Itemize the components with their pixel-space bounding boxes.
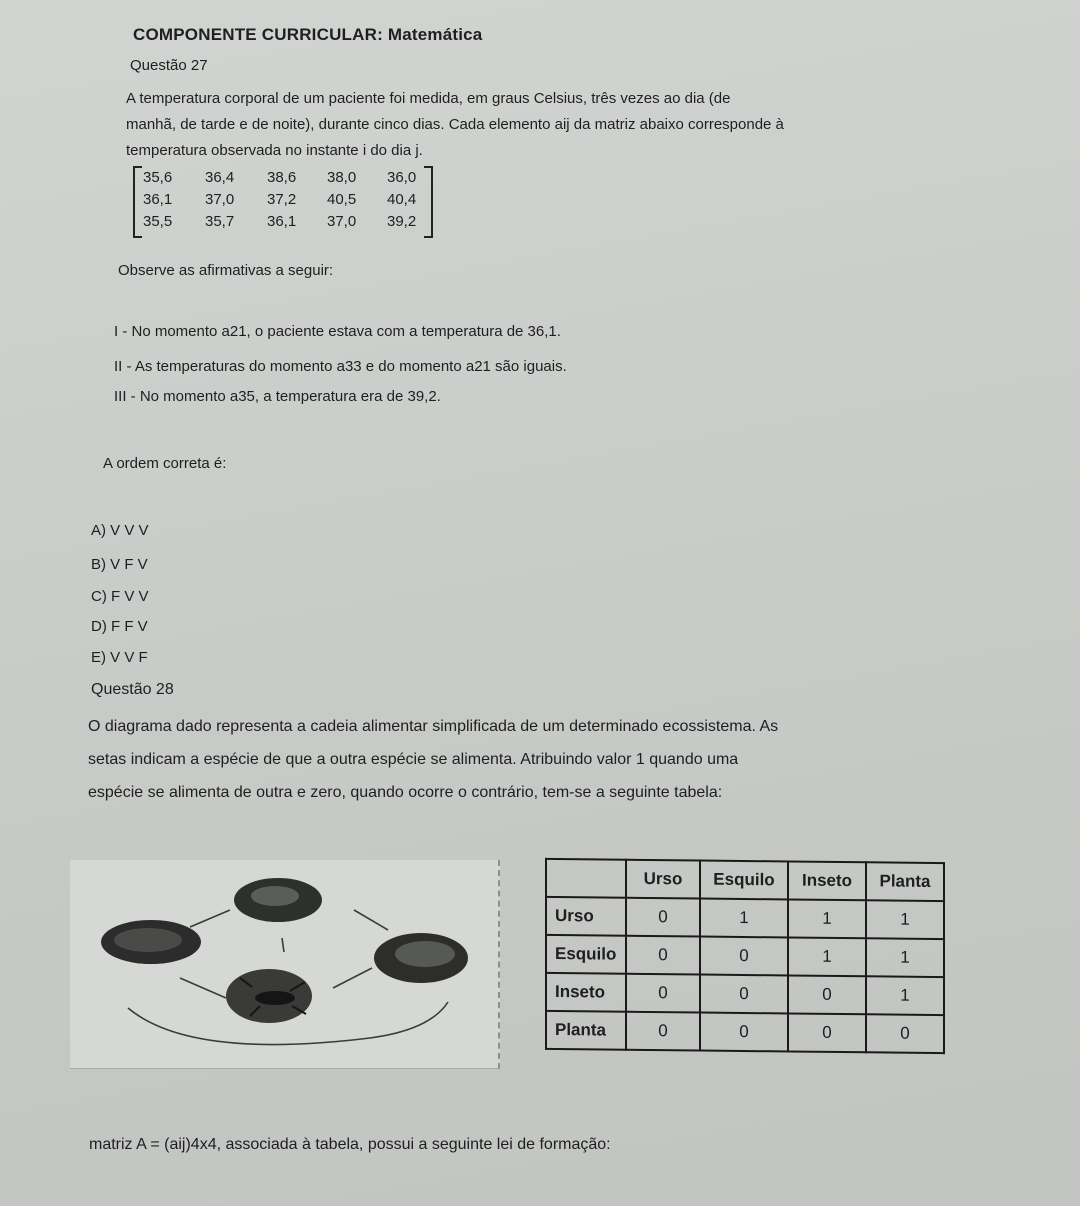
statement-line: setas indicam a espécie de que a outra espécie se alimenta. Atribuindo valor 1 quando uma [88, 751, 739, 768]
table-cell: 0 [788, 1013, 866, 1052]
table-cell: 1 [700, 899, 788, 938]
option-d: D) F F V [91, 618, 148, 635]
option-b: B) V F V [91, 556, 148, 573]
row-header: Inseto [546, 973, 626, 1012]
matrix-formation-prompt: matriz A = (aij)4x4, associada à tabela, possui a seguinte lei de formação: [89, 1136, 611, 1153]
correct-order-prompt: A ordem correta é: [103, 455, 227, 472]
matrix-cell: 35,6 [143, 169, 173, 186]
matrix-cell: 38,6 [267, 169, 297, 186]
option-a: A) V V V [91, 522, 149, 539]
food-chain-diagram [70, 860, 500, 1069]
table-cell: 0 [626, 936, 700, 975]
row-header: Urso [546, 897, 626, 936]
table-cell: 0 [626, 1012, 700, 1051]
matrix-cell: 37,0 [205, 191, 235, 208]
matrix-cell: 37,2 [267, 191, 297, 208]
matrix-cell: 35,5 [143, 213, 173, 230]
column-header: Urso [626, 860, 700, 899]
table-corner-cell [546, 859, 626, 898]
option-e: E) V V F [91, 649, 148, 666]
matrix-cell: 36,1 [143, 191, 173, 208]
temperature-matrix [133, 166, 433, 238]
matrix-cell: 40,5 [327, 191, 357, 208]
observe-instruction: Observe as afirmativas a seguir: [118, 262, 334, 279]
question-27-statement [126, 86, 906, 164]
table-cell: 1 [866, 938, 944, 977]
affirmative-3: III - No momento a35, a temperatura era de 39,2. [114, 388, 441, 405]
column-header: Inseto [788, 861, 866, 900]
row-header: Planta [546, 1011, 626, 1050]
matrix-cell: 36,4 [205, 169, 235, 186]
food-chain-table [545, 858, 945, 1054]
table-cell: 0 [626, 898, 700, 937]
matrix-cell: 39,2 [387, 213, 417, 230]
matrix-cell: 37,0 [327, 213, 357, 230]
question-27-title: Questão 27 [130, 57, 208, 74]
table-row [546, 935, 944, 977]
question-28-title: Questão 28 [91, 681, 174, 698]
table-cell: 1 [788, 937, 866, 976]
column-header: Planta [866, 862, 944, 901]
matrix-cell: 36,0 [387, 169, 417, 186]
matrix-cell: 40,4 [387, 191, 417, 208]
table-row [546, 897, 944, 939]
matrix-cell: 35,7 [205, 213, 235, 230]
matrix-cell: 38,0 [327, 169, 357, 186]
table-row [546, 1011, 944, 1053]
table-cell: 0 [700, 937, 788, 976]
table-cell: 0 [626, 974, 700, 1013]
statement-line: espécie se alimenta de outra e zero, quando ocorre o contrário, tem-se a seguinte tabela: [88, 784, 723, 801]
table-cell: 1 [788, 899, 866, 938]
affirmative-1: I - No momento a21, o paciente estava com a temperatura de 36,1. [114, 323, 561, 340]
question-28-statement [88, 710, 988, 809]
matrix-cell: 36,1 [267, 213, 297, 230]
option-c: C) F V V [91, 588, 149, 605]
column-header: Esquilo [700, 861, 788, 900]
statement-line: manhã, de tarde e de noite), durante cinco dias. Cada elemento aij da matriz abaixo corresponde à [126, 116, 784, 133]
table-cell: 0 [700, 975, 788, 1014]
table-cell: 0 [700, 1013, 788, 1052]
table-cell: 0 [866, 1014, 944, 1053]
statement-line: A temperatura corporal de um paciente foi medida, em graus Celsius, três vezes ao dia (de [126, 90, 731, 107]
affirmative-2: II - As temperaturas do momento a33 e do momento a21 são iguais. [114, 358, 567, 375]
table-row [546, 973, 944, 1015]
table-header-row [546, 859, 944, 901]
table-cell: 1 [866, 976, 944, 1015]
curricular-header: COMPONENTE CURRICULAR: Matemática [133, 25, 483, 44]
statement-line: temperatura observada no instante i do dia j. [126, 142, 423, 159]
table-cell: 0 [788, 975, 866, 1014]
row-header: Esquilo [546, 935, 626, 974]
table-cell: 1 [866, 900, 944, 939]
statement-line: O diagrama dado representa a cadeia alimentar simplificada de um determinado ecossistema. As [88, 718, 779, 735]
